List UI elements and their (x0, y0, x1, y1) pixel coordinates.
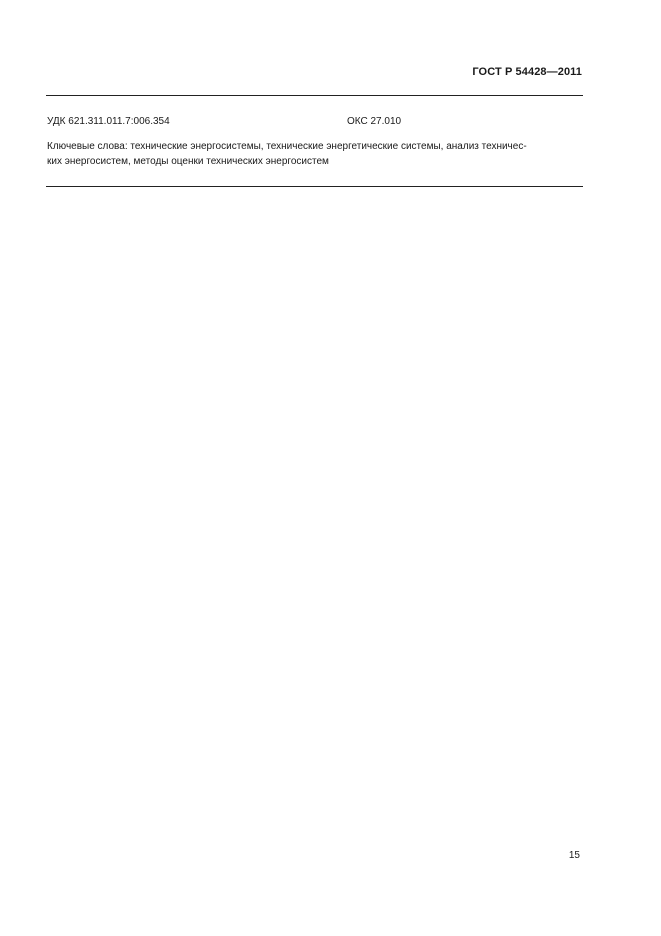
top-divider (46, 95, 583, 96)
udk-code: УДК 621.311.011.7:006.354 (47, 116, 170, 127)
keywords-line: Ключевые слова: технические энергосистемы, технические энергетические системы, анализ техничес- (47, 141, 527, 152)
oks-code: ОКС 27.010 (347, 116, 402, 127)
keywords-line: ких энергосистем, методы оценки технических энергосистем (47, 155, 329, 167)
standard-designation: ГОСТ Р 54428—2011 (472, 66, 582, 78)
bottom-divider (46, 186, 583, 187)
page-number: 15 (568, 850, 580, 861)
keywords-block (47, 140, 583, 169)
